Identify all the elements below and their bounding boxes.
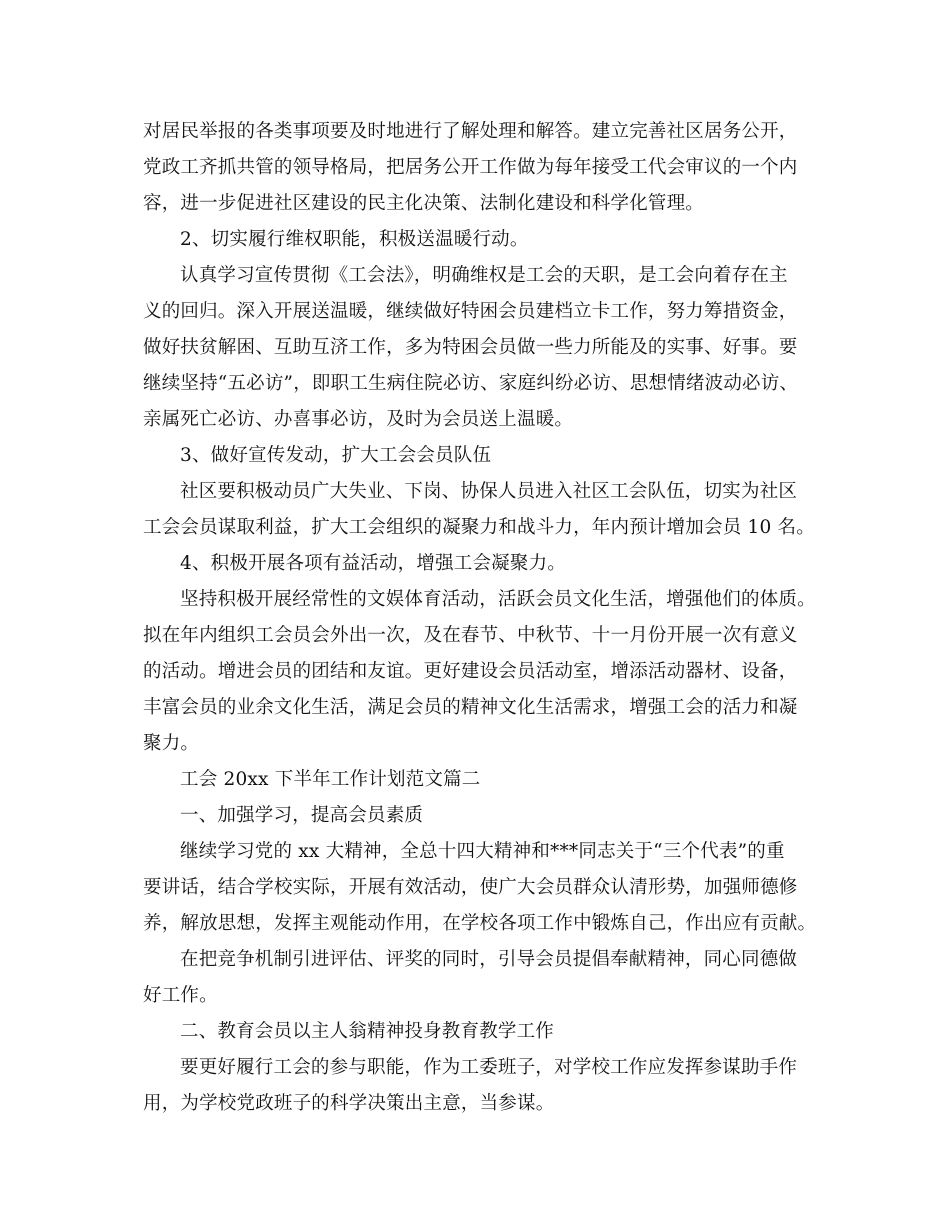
text-line: 在把竞争机制引进评估、评奖的同时，引导会员提倡奉献精神，同心同德做 [180, 949, 798, 970]
article-title: 工会 20xx 下半年工作计划范文篇二 [180, 769, 481, 790]
section-heading: 二、教育会员以主人翁精神投身教育教学工作 [180, 1021, 555, 1042]
text-line: 要讲话，结合学校实际，开展有效活动，使广大会员群众认清形势，加强师德修 [143, 877, 798, 898]
text-line: 坚持积极开展经常性的文娱体育活动，活跃会员文化生活，增强他们的体质。 [180, 589, 816, 610]
section-heading: 2、切实履行维权职能，积极送温暖行动。 [180, 229, 529, 250]
text-line: 党政工齐抓共管的领导格局，把居务公开工作做为每年接受工代会审议的一个内 [143, 157, 798, 178]
text-line: 要更好履行工会的参与职能，作为工委班子，对学校工作应发挥参谋助手作 [180, 1057, 798, 1078]
section-heading: 4、积极开展各项有益活动，增强工会凝聚力。 [180, 553, 566, 574]
text-line: 认真学习宣传贯彻《工会法》，明确维权是工会的天职，是工会向着存在主 [180, 265, 788, 286]
text-line: 好工作。 [143, 985, 218, 1006]
text-line: 对居民举报的各类事项要及时地进行了解处理和解答。建立完善社区居务公开， [143, 121, 798, 142]
text-line: 养，解放思想，发挥主观能动作用，在学校各项工作中锻炼自己，作出应有贡献。 [143, 913, 817, 934]
text-line: 丰富会员的业余文化生活，满足会员的精神文化生活需求，增强工会的活力和凝 [143, 697, 798, 718]
text-line: 聚力。 [143, 733, 200, 754]
text-line: 容，进一步促进社区建设的民主化决策、法制化建设和科学化管理。 [143, 193, 705, 214]
section-heading: 3、做好宣传发动，扩大工会会员队伍 [180, 445, 492, 466]
text-line: 义的回归。深入开展送温暖，继续做好特困会员建档立卡工作，努力筹措资金， [143, 301, 798, 322]
section-heading: 一、加强学习，提高会员素质 [180, 805, 424, 826]
text-line: 做好扶贫解困、互助互济工作，多为特困会员做一些力所能及的实事、好事。要 [143, 337, 798, 358]
text-line: 亲属死亡必访、办喜事必访，及时为会员送上温暖。 [143, 409, 574, 430]
text-line: 社区要积极动员广大失业、下岗、协保人员进入社区工会队伍，切实为社区 [180, 481, 798, 502]
text-line: 用，为学校党政班子的科学决策出主意，当参谋。 [143, 1093, 555, 1114]
text-line: 拟在年内组织工会员会外出一次，及在春节、中秋节、十一月份开展一次有意义 [143, 625, 798, 646]
text-line: 的活动。增进会员的团结和友谊。更好建设会员活动室，增添活动器材、设备， [143, 661, 798, 682]
text-line: 继续坚持“五必访”，即职工生病住院必访、家庭纠纷必访、思想情绪波动必访、 [143, 373, 799, 394]
text-line: 工会会员谋取利益，扩大工会组织的凝聚力和战斗力，年内预计增加会员 10 名。 [143, 517, 815, 538]
text-line: 继续学习党的 xx 大精神，全总十四大精神和***同志关于“三个代表”的重 [180, 841, 785, 862]
